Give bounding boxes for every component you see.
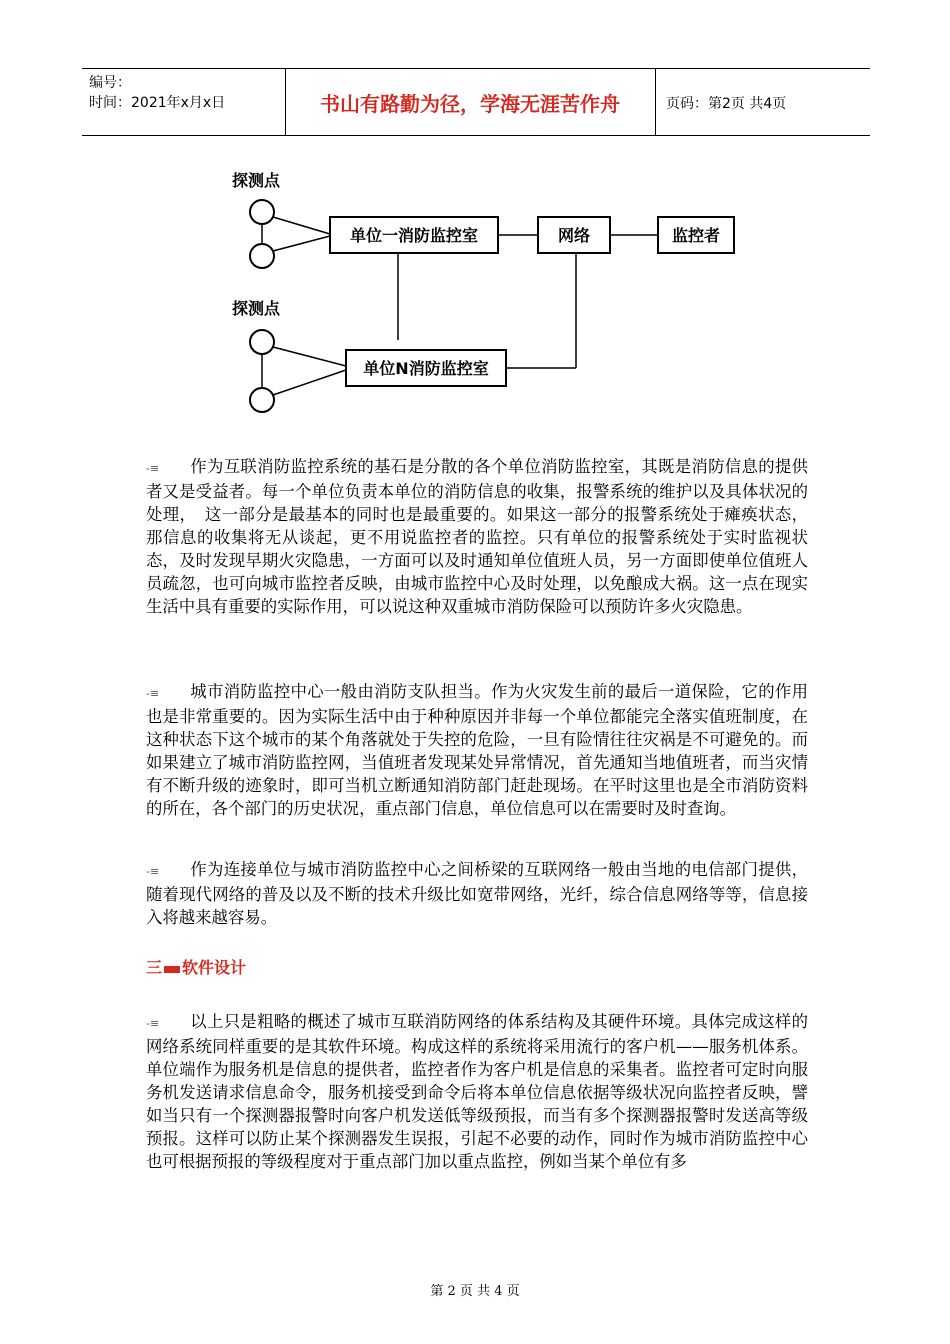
network-diagram	[222, 160, 762, 422]
paragraph-marker: -≡	[146, 1017, 160, 1030]
paragraph-text: 作为互联消防监控系统的基石是分散的各个单位消防监控室，其既是消防信息的提供者又是受益者。每一个单位负责本单位的消防信息的收集，报警系统的维护以及具体状况的处理， 这一部分是最基本的同时也是最重要的。如果这一部分的报警系统处于瘫痪状态，那信息的收集将无从谈起，更不用说监控者的监控。只有单位的报警系统处于实时监视状态，及时发现早期火灾隐患，一方面可以及时通知单位值班人员，另一方面即使单位值班人员疏忽，也可向城市监控者反映，由城市监控中心及时处理，以免酿成大祸。这一点在现实生活中具有重要的实际作用，可以说这种双重城市消防保险可以预防许多火灾隐患。	[146, 457, 808, 616]
connector-line	[273, 236, 330, 251]
software-paragraph	[146, 1010, 808, 1173]
network-label: 网络	[557, 226, 591, 245]
paragraph-1	[146, 455, 808, 618]
section-bar-decoration	[164, 966, 180, 973]
connector-line	[273, 217, 330, 234]
section-number: 三	[146, 958, 163, 977]
detector-node	[250, 330, 274, 354]
paragraph-text: 以上只是粗略的概述了城市互联消防网络的体系结构及其硬件环境。具体完成这样的网络系统同样重要的是其软件环境。构成这样的系统将采用流行的客户机——服务机体系。单位端作为服务机是信息的提供者，监控者作为客户机是信息的采集者。监控者可定时向服务机发送请求信息命令，服务机接受到命令后将本单位信息依据等级状况向监控者反映，譬如当只有一个探测器报警时向客户机发送低等级预报，而当有多个探测器报警时发送高等级预报。这样可以防止某个探测器发生误报，引起不必要的动作，同时作为城市消防监控中心也可根据预报的等级程度对于重点部门加以重点监控，例如当某个单位有多	[146, 1012, 808, 1171]
paragraph-marker: -≡	[146, 865, 160, 878]
detector-label-top: 探测点	[232, 171, 281, 190]
page-header	[82, 68, 870, 136]
detector-node	[250, 244, 274, 268]
paragraph-text: 作为连接单位与城市消防监控中心之间桥梁的互联网络一般由当地的电信部门提供，随着现代网络的普及以及不断的技术升级比如宽带网络，光纤，综合信息网络等等，信息接入将越来越容易。	[146, 860, 808, 927]
paragraph-marker: -≡	[146, 687, 160, 700]
header-divider	[655, 69, 656, 135]
paragraph-2	[146, 680, 808, 820]
header-meta	[89, 73, 225, 113]
connector-line	[273, 370, 346, 395]
unitN-label: 单位N消防监控室	[363, 359, 489, 378]
section-title: 软件设计	[182, 958, 247, 977]
connector-line	[273, 347, 346, 366]
paragraph-marker: -≡	[146, 462, 160, 475]
header-page-number: 页码：第2页 共4页	[666, 96, 787, 112]
detector-label-bottom: 探测点	[232, 299, 281, 318]
detector-node	[250, 200, 274, 224]
monitor-label: 监控者	[671, 226, 721, 245]
header-motto: 书山有路勤为径，学海无涯苦作舟	[320, 91, 620, 116]
paragraph-text: 城市消防监控中心一般由消防支队担当。作为火灾发生前的最后一道保险，它的作用也是非常重要的。因为实际生活中由于种种原因并非每一个单位都能完全落实值班制度，在这种状态下这个城市的某个角落就处于失控的危险，一旦有险情往往灾祸是不可避免的。而如果建立了城市消防监控网，当值班者发现某处异常情况，首先通知当地值班者，而当灾情有不断升级的迹象时，即可当机立断通知消防部门赶赴现场。在平时这里也是全市消防资料的所在，各个部门的历史状况，重点部门信息，单位信息可以在需要时及时查询。	[146, 682, 808, 818]
page-footer: 第 2 页 共 4 页	[430, 1284, 520, 1299]
detector-node	[250, 388, 274, 412]
time-label: 时间：2021年x月x日	[89, 95, 226, 111]
number-label: 编号：	[89, 75, 131, 91]
unit1-label: 单位一消防监控室	[349, 226, 479, 245]
section-heading	[146, 955, 246, 978]
paragraph-3	[146, 858, 808, 929]
